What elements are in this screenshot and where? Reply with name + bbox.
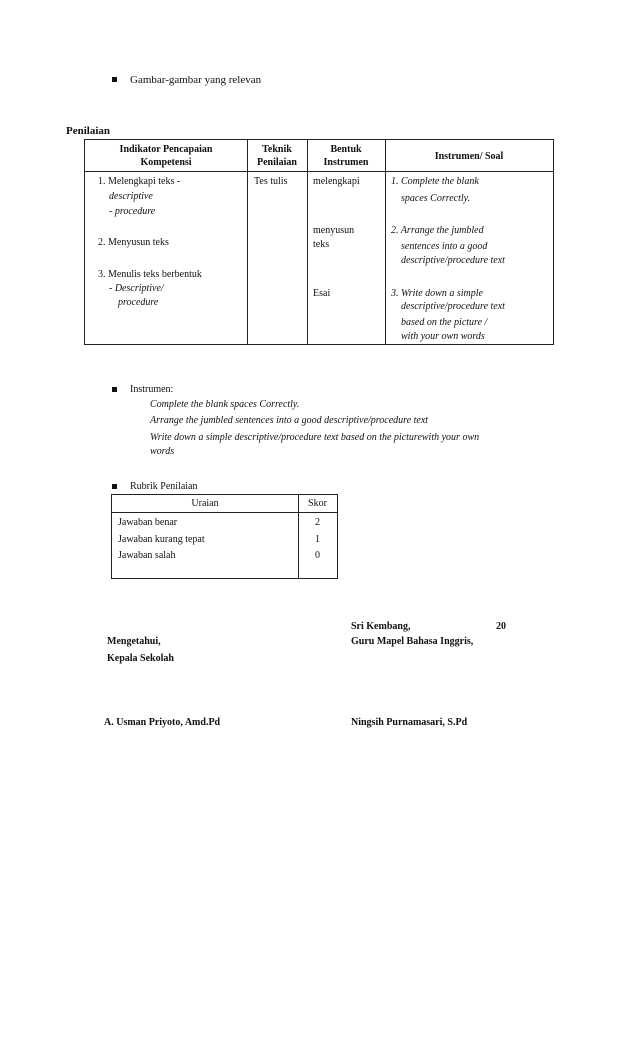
bentuk-b2b: teks <box>313 239 330 250</box>
bentuk-b2a: menyusun <box>313 225 355 236</box>
mengetahui: Mengetahui, <box>107 636 161 647</box>
header-indikator: Indikator Pencapaian Kompetensi <box>119 144 213 168</box>
rubrik-header-uraian: Uraian <box>191 498 219 509</box>
top-bullet-text: Gambar-gambar yang relevan <box>130 74 262 86</box>
instrumen-line-4: words <box>150 446 175 457</box>
soal-s3a: 3. Write down a simple <box>391 288 483 299</box>
guru-name: Ningsih Purnamasari, S.Pd <box>351 717 468 728</box>
instrumen-line-1: Complete the blank spaces Correctly. <box>150 399 300 410</box>
indikator-r1a: 1. Melengkapi teks - <box>98 176 181 187</box>
year-suffix: 20 <box>496 621 506 632</box>
instrumen-label: Instrumen: <box>130 384 174 395</box>
teknik-value: Tes tulis <box>254 176 288 187</box>
indikator-r3c: procedure <box>118 297 159 308</box>
kepala-sekolah: Kepala Sekolah <box>107 653 174 664</box>
penilaian-table <box>84 139 554 345</box>
soal-s2b: sentences into a good <box>401 241 488 252</box>
soal-s2c: descriptive/procedure text <box>401 255 505 266</box>
rubrik-row-uraian: Jawaban salah <box>118 550 176 561</box>
rubrik-row-uraian: Jawaban benar <box>118 517 178 528</box>
penilaian-title: Penilaian <box>66 125 111 137</box>
guru-title: Guru Mapel Bahasa Inggris, <box>351 636 474 647</box>
rubrik-table <box>111 494 338 579</box>
soal-s1a: 1. Complete the blank <box>391 176 479 187</box>
rubrik-row-uraian: Jawaban kurang tepat <box>118 534 205 545</box>
soal-s3c: based on the picture / <box>401 317 488 328</box>
rubrik-row-skor: 1 <box>315 534 320 545</box>
indikator-r1c: - procedure <box>109 206 156 217</box>
indikator-r3a: 3. Menulis teks berbentuk <box>98 269 202 280</box>
rubrik-row-skor: 0 <box>315 550 320 561</box>
rubrik-header-skor: Skor <box>308 498 327 509</box>
instrumen-line-3: Write down a simple descriptive/procedure text based on the picturewith your own <box>150 432 480 443</box>
indikator-r2: 2. Menyusun teks <box>98 237 169 248</box>
rubrik-row-skor: 2 <box>315 517 320 528</box>
rubrik-label: Rubrik Penilaian <box>130 481 198 492</box>
place-date: Sri Kembang, <box>351 621 411 632</box>
bullet-icon <box>112 484 117 489</box>
soal-s1b: spaces Correctly. <box>401 193 471 204</box>
kepala-name: A. Usman Priyoto, Amd.Pd <box>104 717 221 728</box>
soal-s3b: descriptive/procedure text <box>401 301 505 312</box>
soal-s2a: 2. Arrange the jumbled <box>391 225 484 236</box>
indikator-r3b: - Descriptive/ <box>109 283 164 294</box>
bentuk-b3: Esai <box>313 288 331 299</box>
header-teknik: Teknik Penilaian <box>256 144 297 168</box>
soal-s3d: with your own words <box>401 331 485 342</box>
bullet-icon <box>112 387 117 392</box>
header-bentuk: Bentuk Instrumen <box>323 144 369 168</box>
indikator-r1b: descriptive <box>109 191 153 202</box>
header-instrumen-soal: Instrumen/ Soal <box>434 151 504 162</box>
bullet-icon <box>112 77 117 82</box>
instrumen-line-2: Arrange the jumbled sentences into a good descriptive/procedure text <box>150 415 429 426</box>
bentuk-b1: melengkapi <box>313 176 360 187</box>
